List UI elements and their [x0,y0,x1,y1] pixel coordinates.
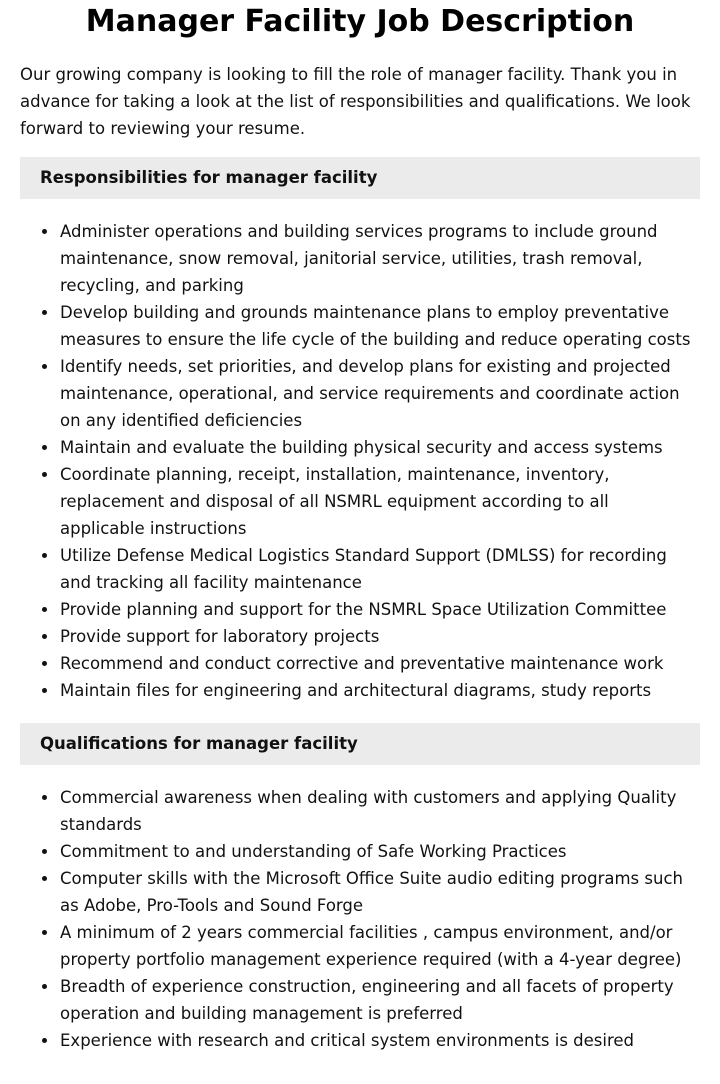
list-item: Computer skills with the Microsoft Office Suite audio editing programs such as Adobe, Pro-Tools and Sound Forge [60,865,700,919]
page-title: Manager Facility Job Description [85,4,635,39]
list-item: A minimum of 2 years commercial facilities , campus environment, and/or property portfolio management experience required (with a 4-year degree) [60,919,700,973]
list-item: Identify needs, set priorities, and develop plans for existing and projected maintenance, operational, and service requirements and coordinate action on any identified deficiencies [60,353,700,434]
list-item: Maintain and evaluate the building physical security and access systems [60,434,700,461]
list-item: Maintain files for engineering and architectural diagrams, study reports [60,677,700,704]
list-item: Experience with research and critical system environments is desired [60,1027,700,1054]
list-item: Commitment to and understanding of Safe Working Practices [60,838,700,865]
list-item: Provide planning and support for the NSMRL Space Utilization Committee [60,596,700,623]
list-item: Develop building and grounds maintenance plans to employ preventative measures to ensure the life cycle of the building and reduce operating costs [60,299,700,353]
list-item: Recommend and conduct corrective and preventative maintenance work [60,650,700,677]
list-item: Coordinate planning, receipt, installation, maintenance, inventory, replacement and disposal of all NSMRL equipment according to all applicable instructions [60,461,700,542]
qualifications-heading: Qualifications for manager facility [20,723,700,765]
responsibilities-heading: Responsibilities for manager facility [20,157,700,199]
responsibilities-list [20,218,700,704]
qualifications-list [20,784,700,1054]
list-item: Utilize Defense Medical Logistics Standard Support (DMLSS) for recording and tracking all facility maintenance [60,542,700,596]
list-item: Provide support for laboratory projects [60,623,700,650]
list-item: Commercial awareness when dealing with customers and applying Quality standards [60,784,700,838]
list-item: Breadth of experience construction, engineering and all facets of property operation and building management is preferred [60,973,700,1027]
list-item: Administer operations and building services programs to include ground maintenance, snow removal, janitorial service, utilities, trash removal, recycling, and parking [60,218,700,299]
intro-paragraph: Our growing company is looking to fill the role of manager facility. Thank you in advance for taking a look at the list of responsibilities and qualifications. We look forward to reviewing your resume. [20,65,691,138]
